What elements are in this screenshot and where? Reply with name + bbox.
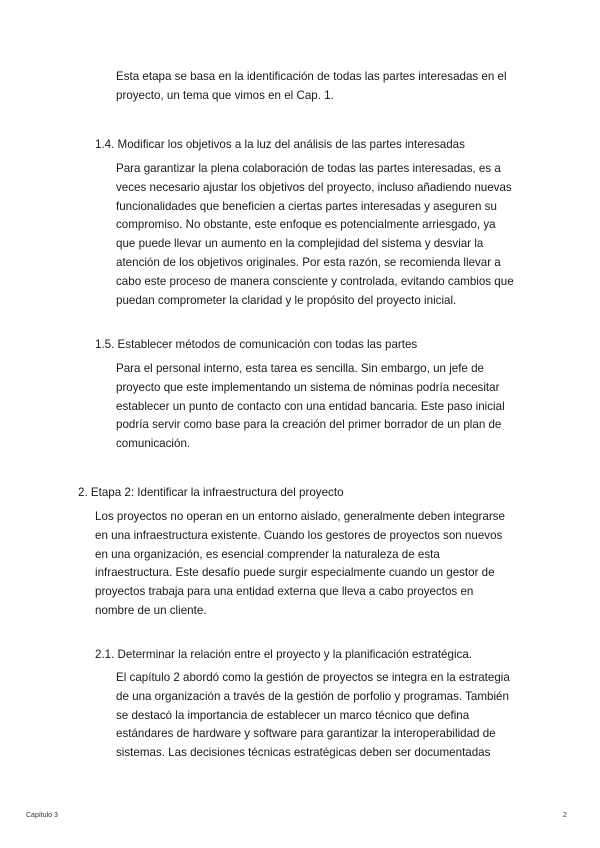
paragraph-line: proyectos trabaja para una entidad externa que lleva a cabo proyectos en xyxy=(95,585,474,599)
paragraph-line: sistemas. Las decisiones técnicas estratégicas deben ser documentadas xyxy=(116,746,491,760)
section-2-1-paragraph xyxy=(116,669,510,763)
paragraph-line: proyecto que este implementando un sistema de nóminas podría necesitar xyxy=(116,380,500,394)
footer-chapter-label: Capítulo 3 xyxy=(26,812,58,819)
section-2-paragraph xyxy=(95,508,505,621)
paragraph-line: Los proyectos no operan en un entorno aislado, generalmente deben integrarse xyxy=(95,510,505,523)
paragraph-line: compromiso. No obstante, este enfoque es potencialmente arriesgado, ya xyxy=(116,218,496,232)
paragraph-line: Para el personal interno, esta tarea es sencilla. Sin embargo, un jefe de xyxy=(116,362,484,375)
paragraph-line: proyecto, un tema que vimos en el Cap. 1. xyxy=(116,88,334,102)
paragraph-line: cabo este proceso de manera consciente y controlada, evitando cambios que xyxy=(116,274,514,288)
paragraph-line: funcionalidades que beneficien a ciertas partes interesadas y aseguren su xyxy=(116,199,497,213)
section-heading-1-4: 1.4. Modificar los objetivos a la luz del análisis de las partes interesadas xyxy=(95,138,465,151)
intro-paragraph xyxy=(116,68,507,106)
paragraph-line: en una infraestructura existente. Cuando los gestores de proyectos son nuevos xyxy=(95,528,503,542)
paragraph-line: Para garantizar la plena colaboración de todas las partes interesadas, es a xyxy=(116,162,501,175)
paragraph-line: podría servir como base para la creación del primer borrador de un plan de xyxy=(116,418,502,432)
paragraph-line: estándares de hardware y software para garantizar la interoperabilidad de xyxy=(116,727,496,741)
paragraph-line: atención de los objetivos originales. Por esta razón, se recomienda llevar a xyxy=(116,255,501,269)
paragraph-line: se destacó la importancia de establecer un marco técnico que defina xyxy=(116,708,470,722)
paragraph-line: Esta etapa se basa en la identificación de todas las partes interesadas en el xyxy=(116,70,507,83)
paragraph-line: El capítulo 2 abordó como la gestión de proyectos se integra en la estrategia xyxy=(116,671,510,684)
paragraph-line: nombre de un cliente. xyxy=(95,603,207,617)
section-1-5-paragraph xyxy=(116,360,505,454)
paragraph-line: veces necesario ajustar los objetivos del proyecto, incluso añadiendo nuevas xyxy=(116,180,512,194)
paragraph-line: de una organización a través de la gestión de porfolio y programas. También xyxy=(116,689,509,703)
section-heading-2-1: 2.1. Determinar la relación entre el proyecto y la planificación estratégica. xyxy=(95,648,472,661)
paragraph-line: puedan comprometer la claridad y le propósito del proyecto inicial. xyxy=(116,293,457,307)
paragraph-line: en una organización, es esencial comprender la naturaleza de esta xyxy=(95,547,440,561)
paragraph-line: comunicación. xyxy=(116,437,191,451)
paragraph-line: infraestructura. Este desafío puede surgir especialmente cuando un gestor de xyxy=(95,566,495,580)
section-heading-2: 2. Etapa 2: Identificar la infraestructura del proyecto xyxy=(78,486,344,499)
paragraph-line: que puede llevar un aumento en la complejidad del sistema y desviar la xyxy=(116,237,484,251)
section-1-4-paragraph xyxy=(116,160,514,310)
paragraph-line: establecer un punto de contacto con una entidad bancaria. Este paso inicial xyxy=(116,399,505,413)
footer-page-number: 2 xyxy=(563,812,567,819)
section-heading-1-5: 1.5. Establecer métodos de comunicación con todas las partes xyxy=(95,338,418,351)
